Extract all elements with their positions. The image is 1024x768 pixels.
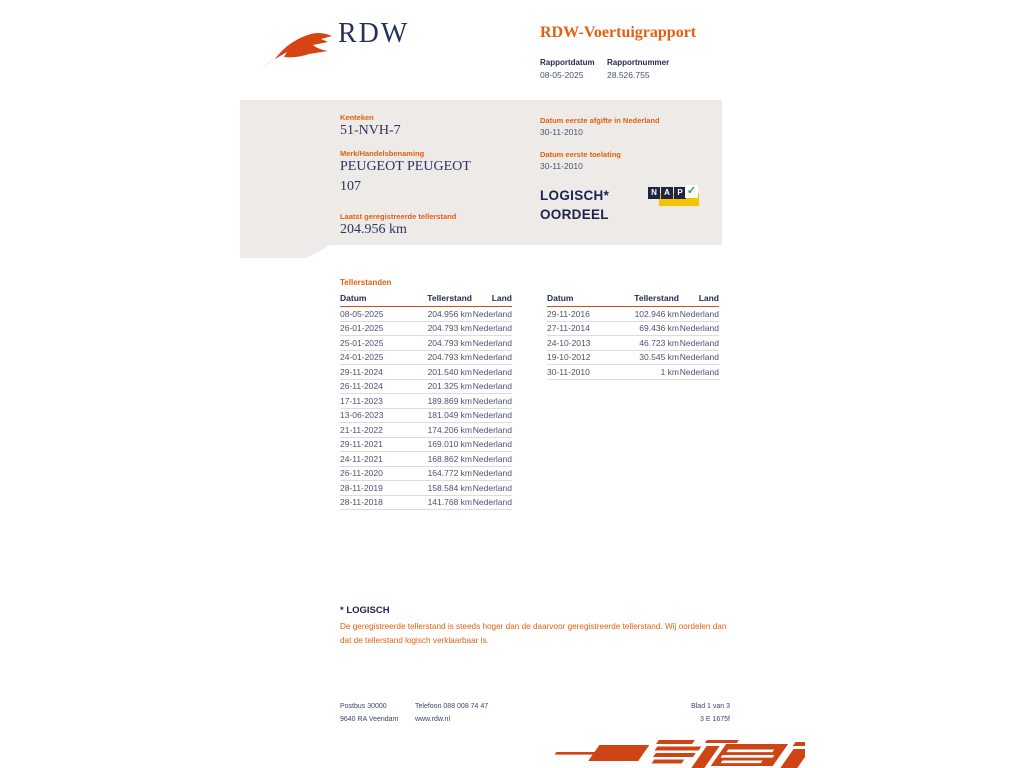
- oordeel-line1: LOGISCH*: [540, 188, 610, 203]
- table-row: [340, 495, 512, 510]
- cell-tellerstand: 204.793 km: [410, 350, 472, 365]
- rdw-bird-logo-icon: [256, 26, 334, 70]
- nap-letter-n: N: [648, 187, 660, 199]
- cell-tellerstand: 158.584 km: [410, 481, 472, 496]
- col-header-datum: Datum: [340, 291, 410, 307]
- footer-page-info: [600, 700, 730, 726]
- cell-datum: 24-11-2021: [340, 452, 410, 467]
- footer-phone: Telefoon 088 008 74 47: [415, 703, 489, 710]
- footnote-line2: dat de tellerstand logisch verklaarbaar is.: [340, 636, 489, 645]
- cell-tellerstand: 201.325 km: [410, 379, 472, 394]
- oordeel-text: [540, 186, 609, 224]
- cell-land: Nederland: [472, 495, 512, 510]
- table-row: [340, 394, 512, 409]
- cell-datum: 28-11-2018: [340, 495, 410, 510]
- cell-tellerstand: 204.956 km: [410, 307, 472, 322]
- col-header-land: Land: [472, 291, 512, 307]
- cell-tellerstand: 30.545 km: [617, 350, 679, 365]
- cell-land: Nederland: [472, 365, 512, 380]
- report-date-value: 08-05-2025: [540, 70, 584, 80]
- tellerstand-label: Laatst geregistreerde tellerstand: [340, 212, 457, 221]
- cell-land: Nederland: [472, 452, 512, 467]
- cell-datum: 24-01-2025: [340, 350, 410, 365]
- cell-datum: 24-10-2013: [547, 336, 617, 351]
- eerste-toelating-value: 30-11-2010: [540, 161, 583, 171]
- table-row: [547, 365, 719, 380]
- cell-land: Nederland: [472, 466, 512, 481]
- merk-label: Merk/Handelsbenaming: [340, 149, 425, 158]
- footer-page-number: Blad 1 van 3: [691, 703, 730, 710]
- footer-contact: [415, 700, 488, 726]
- eerste-afgifte-label: Datum eerste afgifte in Nederland: [540, 116, 660, 125]
- table-row: [547, 307, 719, 322]
- table-row: [547, 350, 719, 365]
- report-number-value: 28.526.755: [607, 70, 650, 80]
- cell-land: Nederland: [472, 321, 512, 336]
- footer-form-code: 3 E 1675f: [700, 716, 730, 723]
- table-header-row: [340, 291, 512, 307]
- cell-datum: 26-01-2025: [340, 321, 410, 336]
- cell-land: Nederland: [679, 336, 719, 351]
- cell-tellerstand: 1 km: [617, 365, 679, 380]
- rdw-wordmark: RDW: [338, 18, 410, 49]
- cell-tellerstand: 164.772 km: [410, 466, 472, 481]
- cell-land: Nederland: [679, 350, 719, 365]
- cell-datum: 29-11-2021: [340, 437, 410, 452]
- footer-address: [340, 700, 398, 726]
- eerste-afgifte-value: 30-11-2010: [540, 127, 583, 137]
- kenteken-value: 51-NVH-7: [340, 123, 401, 138]
- logisch-footnote-text: [340, 620, 738, 648]
- table-row: [340, 307, 512, 322]
- cell-land: Nederland: [472, 408, 512, 423]
- cell-tellerstand: 174.206 km: [410, 423, 472, 438]
- cell-datum: 19-10-2012: [547, 350, 617, 365]
- decorative-stripes-graphic: [543, 737, 805, 768]
- eerste-toelating-label: Datum eerste toelating: [540, 150, 621, 159]
- cell-land: Nederland: [472, 481, 512, 496]
- cell-land: Nederland: [472, 379, 512, 394]
- cell-tellerstand: 204.793 km: [410, 336, 472, 351]
- table-row: [547, 336, 719, 351]
- table-header-row: [547, 291, 719, 307]
- table-row: [340, 466, 512, 481]
- panel-corner-tail: [240, 245, 330, 258]
- cell-tellerstand: 102.946 km: [617, 307, 679, 322]
- cell-tellerstand: 69.436 km: [617, 321, 679, 336]
- col-header-datum: Datum: [547, 291, 617, 307]
- nap-logo: [648, 184, 700, 211]
- report-number-label: Rapportnummer: [607, 58, 670, 67]
- cell-datum: 29-11-2024: [340, 365, 410, 380]
- cell-tellerstand: 189.869 km: [410, 394, 472, 409]
- cell-tellerstand: 168.862 km: [410, 452, 472, 467]
- cell-land: Nederland: [472, 307, 512, 322]
- tellerstand-value: 204.956 km: [340, 222, 407, 237]
- table-row: [340, 452, 512, 467]
- cell-tellerstand: 141.768 km: [410, 495, 472, 510]
- cell-tellerstand: 181.049 km: [410, 408, 472, 423]
- logisch-footnote-title: * LOGISCH: [340, 605, 390, 616]
- table-row: [340, 350, 512, 365]
- table-row: [340, 365, 512, 380]
- table-row: [340, 423, 512, 438]
- table-row: [340, 481, 512, 496]
- cell-tellerstand: 204.793 km: [410, 321, 472, 336]
- cell-datum: 13-06-2023: [340, 408, 410, 423]
- cell-land: Nederland: [472, 336, 512, 351]
- footnote-line1: De geregistreerde tellerstand is steeds hoger dan de daarvoor geregistreerde tellerstand. Wij oordelen dan: [340, 622, 727, 631]
- tellerstanden-table-right: [547, 291, 719, 380]
- col-header-land: Land: [679, 291, 719, 307]
- tellerstanden-table-left: [340, 291, 512, 510]
- cell-land: Nederland: [472, 437, 512, 452]
- kenteken-label: Kenteken: [340, 113, 374, 122]
- cell-tellerstand: 201.540 km: [410, 365, 472, 380]
- table-row: [340, 379, 512, 394]
- table-row: [340, 321, 512, 336]
- report-title: RDW-Voertuigrapport: [540, 24, 697, 41]
- cell-land: Nederland: [472, 394, 512, 409]
- footer-postbus: Postbus 30000: [340, 703, 387, 710]
- report-date-label: Rapportdatum: [540, 58, 595, 67]
- cell-datum: 26-11-2024: [340, 379, 410, 394]
- cell-datum: 28-11-2019: [340, 481, 410, 496]
- cell-land: Nederland: [679, 321, 719, 336]
- cell-datum: 27-11-2014: [547, 321, 617, 336]
- oordeel-line2: OORDEEL: [540, 207, 609, 222]
- cell-datum: 26-11-2020: [340, 466, 410, 481]
- cell-land: Nederland: [679, 365, 719, 380]
- nap-letter-a: A: [661, 187, 673, 199]
- merk-value: PEUGEOT PEUGEOT 107: [340, 159, 471, 194]
- footer-website[interactable]: www.rdw.nl: [415, 716, 451, 723]
- nap-letter-p: P: [674, 187, 686, 199]
- cell-datum: 25-01-2025: [340, 336, 410, 351]
- cell-tellerstand: 46.723 km: [617, 336, 679, 351]
- cell-datum: 17-11-2023: [340, 394, 410, 409]
- tellerstanden-section-title: Tellerstanden: [340, 278, 392, 287]
- cell-datum: 29-11-2016: [547, 307, 617, 322]
- col-header-tellerstand: Tellerstand: [617, 291, 679, 307]
- cell-tellerstand: 169.010 km: [410, 437, 472, 452]
- nap-checkmark-icon: ✓: [686, 185, 697, 197]
- cell-datum: 30-11-2010: [547, 365, 617, 380]
- table-row: [547, 321, 719, 336]
- cell-land: Nederland: [679, 307, 719, 322]
- table-row: [340, 408, 512, 423]
- cell-datum: 21-11-2022: [340, 423, 410, 438]
- table-row: [340, 336, 512, 351]
- cell-datum: 08-05-2025: [340, 307, 410, 322]
- table-row: [340, 437, 512, 452]
- cell-land: Nederland: [472, 423, 512, 438]
- cell-land: Nederland: [472, 350, 512, 365]
- col-header-tellerstand: Tellerstand: [410, 291, 472, 307]
- vehicle-summary-panel: [240, 100, 722, 245]
- footer-city: 9640 RA Veendam: [340, 716, 399, 723]
